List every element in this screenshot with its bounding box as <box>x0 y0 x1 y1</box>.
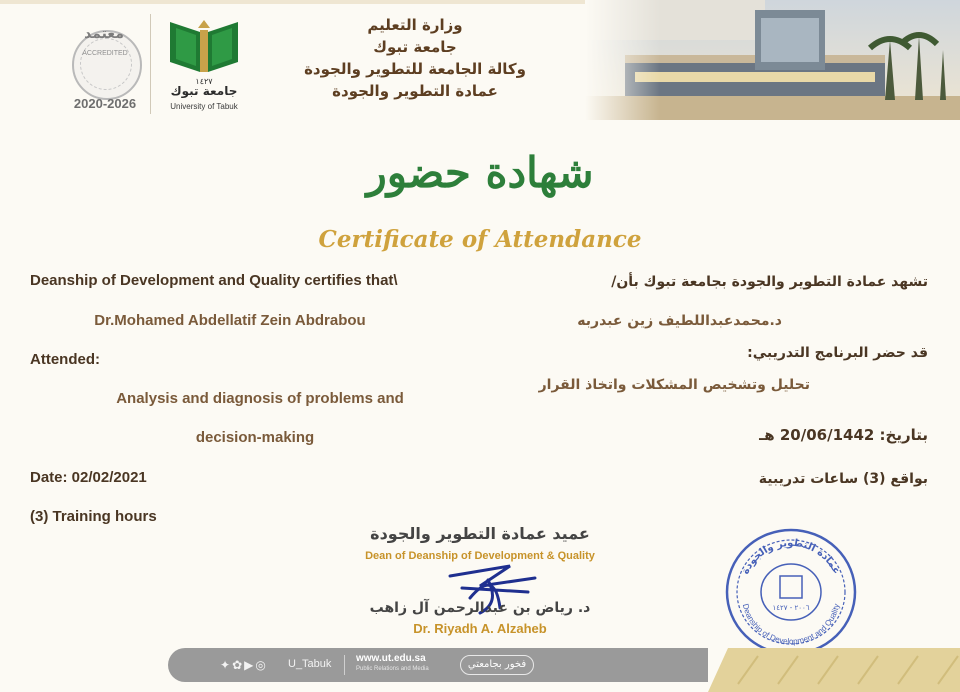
logo-group <box>50 14 260 124</box>
attended-label-ar: قد حضر البرنامج التدريبي: <box>747 345 928 361</box>
program-line2-en: decision-making <box>195 429 315 446</box>
official-stamp <box>722 526 860 658</box>
stamp-arabic-text: عمادة التطوير والجودة <box>740 537 842 577</box>
campus-photo <box>585 0 960 120</box>
corner-decoration <box>708 640 960 692</box>
stamp-english-text: Deanship of Development and Quality <box>740 602 842 647</box>
youtube-icon[interactable]: ▶ <box>244 658 256 672</box>
title-arabic: شهادة حضور <box>366 148 594 197</box>
accreditation-years: 2020-2026 <box>73 96 137 111</box>
stamp-year-text: ٢٠٠٦ - ١٤٢٧ <box>772 604 810 612</box>
twitter-icon[interactable]: ✦ <box>220 658 233 672</box>
training-hours-en: (3) Training hours <box>30 508 157 525</box>
certifies-text-en: Deanship of Development and Quality certifies that\ <box>30 272 398 289</box>
accreditation-seal-inner <box>80 38 132 90</box>
program-line1-en: Analysis and diagnosis of problems and <box>116 390 404 407</box>
website-subtitle: Public Relations and Media <box>356 666 429 672</box>
university-emblem-icon <box>166 14 242 86</box>
accreditation-label: ACCREDITED <box>82 50 128 57</box>
title-english: Certificate of Attendance <box>318 226 642 253</box>
date-en: Date: 02/02/2021 <box>30 469 147 486</box>
org-line-deanship: عمادة التطوير والجودة <box>332 82 498 100</box>
org-line-ministry: وزارة التعليم <box>367 16 463 34</box>
recipient-name-en: Dr.Mohamed Abdellatif Zein Abdrabou <box>94 312 366 329</box>
university-year-top: ١٤٢٧ <box>195 77 213 86</box>
dean-name-arabic: د. رياض بن عبدالرحمن آل زاهب <box>369 600 591 616</box>
social-handle[interactable]: U_Tabuk <box>288 658 332 670</box>
university-name-arabic: جامعة تبوك <box>170 84 238 98</box>
org-line-vice-presidency: وكالة الجامعة للتطوير والجودة <box>304 60 526 78</box>
dean-name-english: Dr. Riyadh A. Alzaheb <box>413 621 547 636</box>
dean-title-english: Dean of Deanship of Development & Quality <box>365 550 595 562</box>
certifies-text-ar: تشهد عمادة التطوير والجودة بجامعة تبوك بأن/ <box>611 274 928 290</box>
training-hours-ar: بواقع (3) ساعات تدريبية <box>758 471 928 487</box>
website-link[interactable]: www.ut.edu.sa <box>356 653 426 664</box>
social-icons <box>220 658 268 672</box>
footer-divider <box>344 655 345 675</box>
dean-title-arabic: عميد عمادة التطوير والجودة <box>370 524 590 543</box>
recipient-name-ar: د.محمدعبداللطيف زين عبدربه <box>577 313 782 329</box>
university-name-english: University of Tabuk <box>170 102 238 111</box>
footer-bar <box>168 648 708 682</box>
program-ar: تحليل وتشخيص المشكلات واتخاذ القرار <box>538 377 810 393</box>
attended-label-en: Attended: <box>30 351 100 368</box>
instagram-icon[interactable]: ◎ <box>255 658 268 672</box>
accreditation-logo <box>50 14 160 124</box>
date-ar: بتاريخ: 20/06/1442 هـ <box>759 426 928 444</box>
organization-header <box>290 14 540 102</box>
university-logo <box>158 14 250 124</box>
proud-hashtag-badge: فخور بجامعتي <box>460 655 534 675</box>
logo-divider <box>150 14 151 114</box>
org-line-university: جامعة تبوك <box>373 38 457 56</box>
snapchat-icon[interactable]: ✿ <box>232 658 245 672</box>
svg-text:عمادة التطوير والجودة <box>740 538 842 576</box>
accreditation-arabic-word: معتمد <box>84 26 124 42</box>
